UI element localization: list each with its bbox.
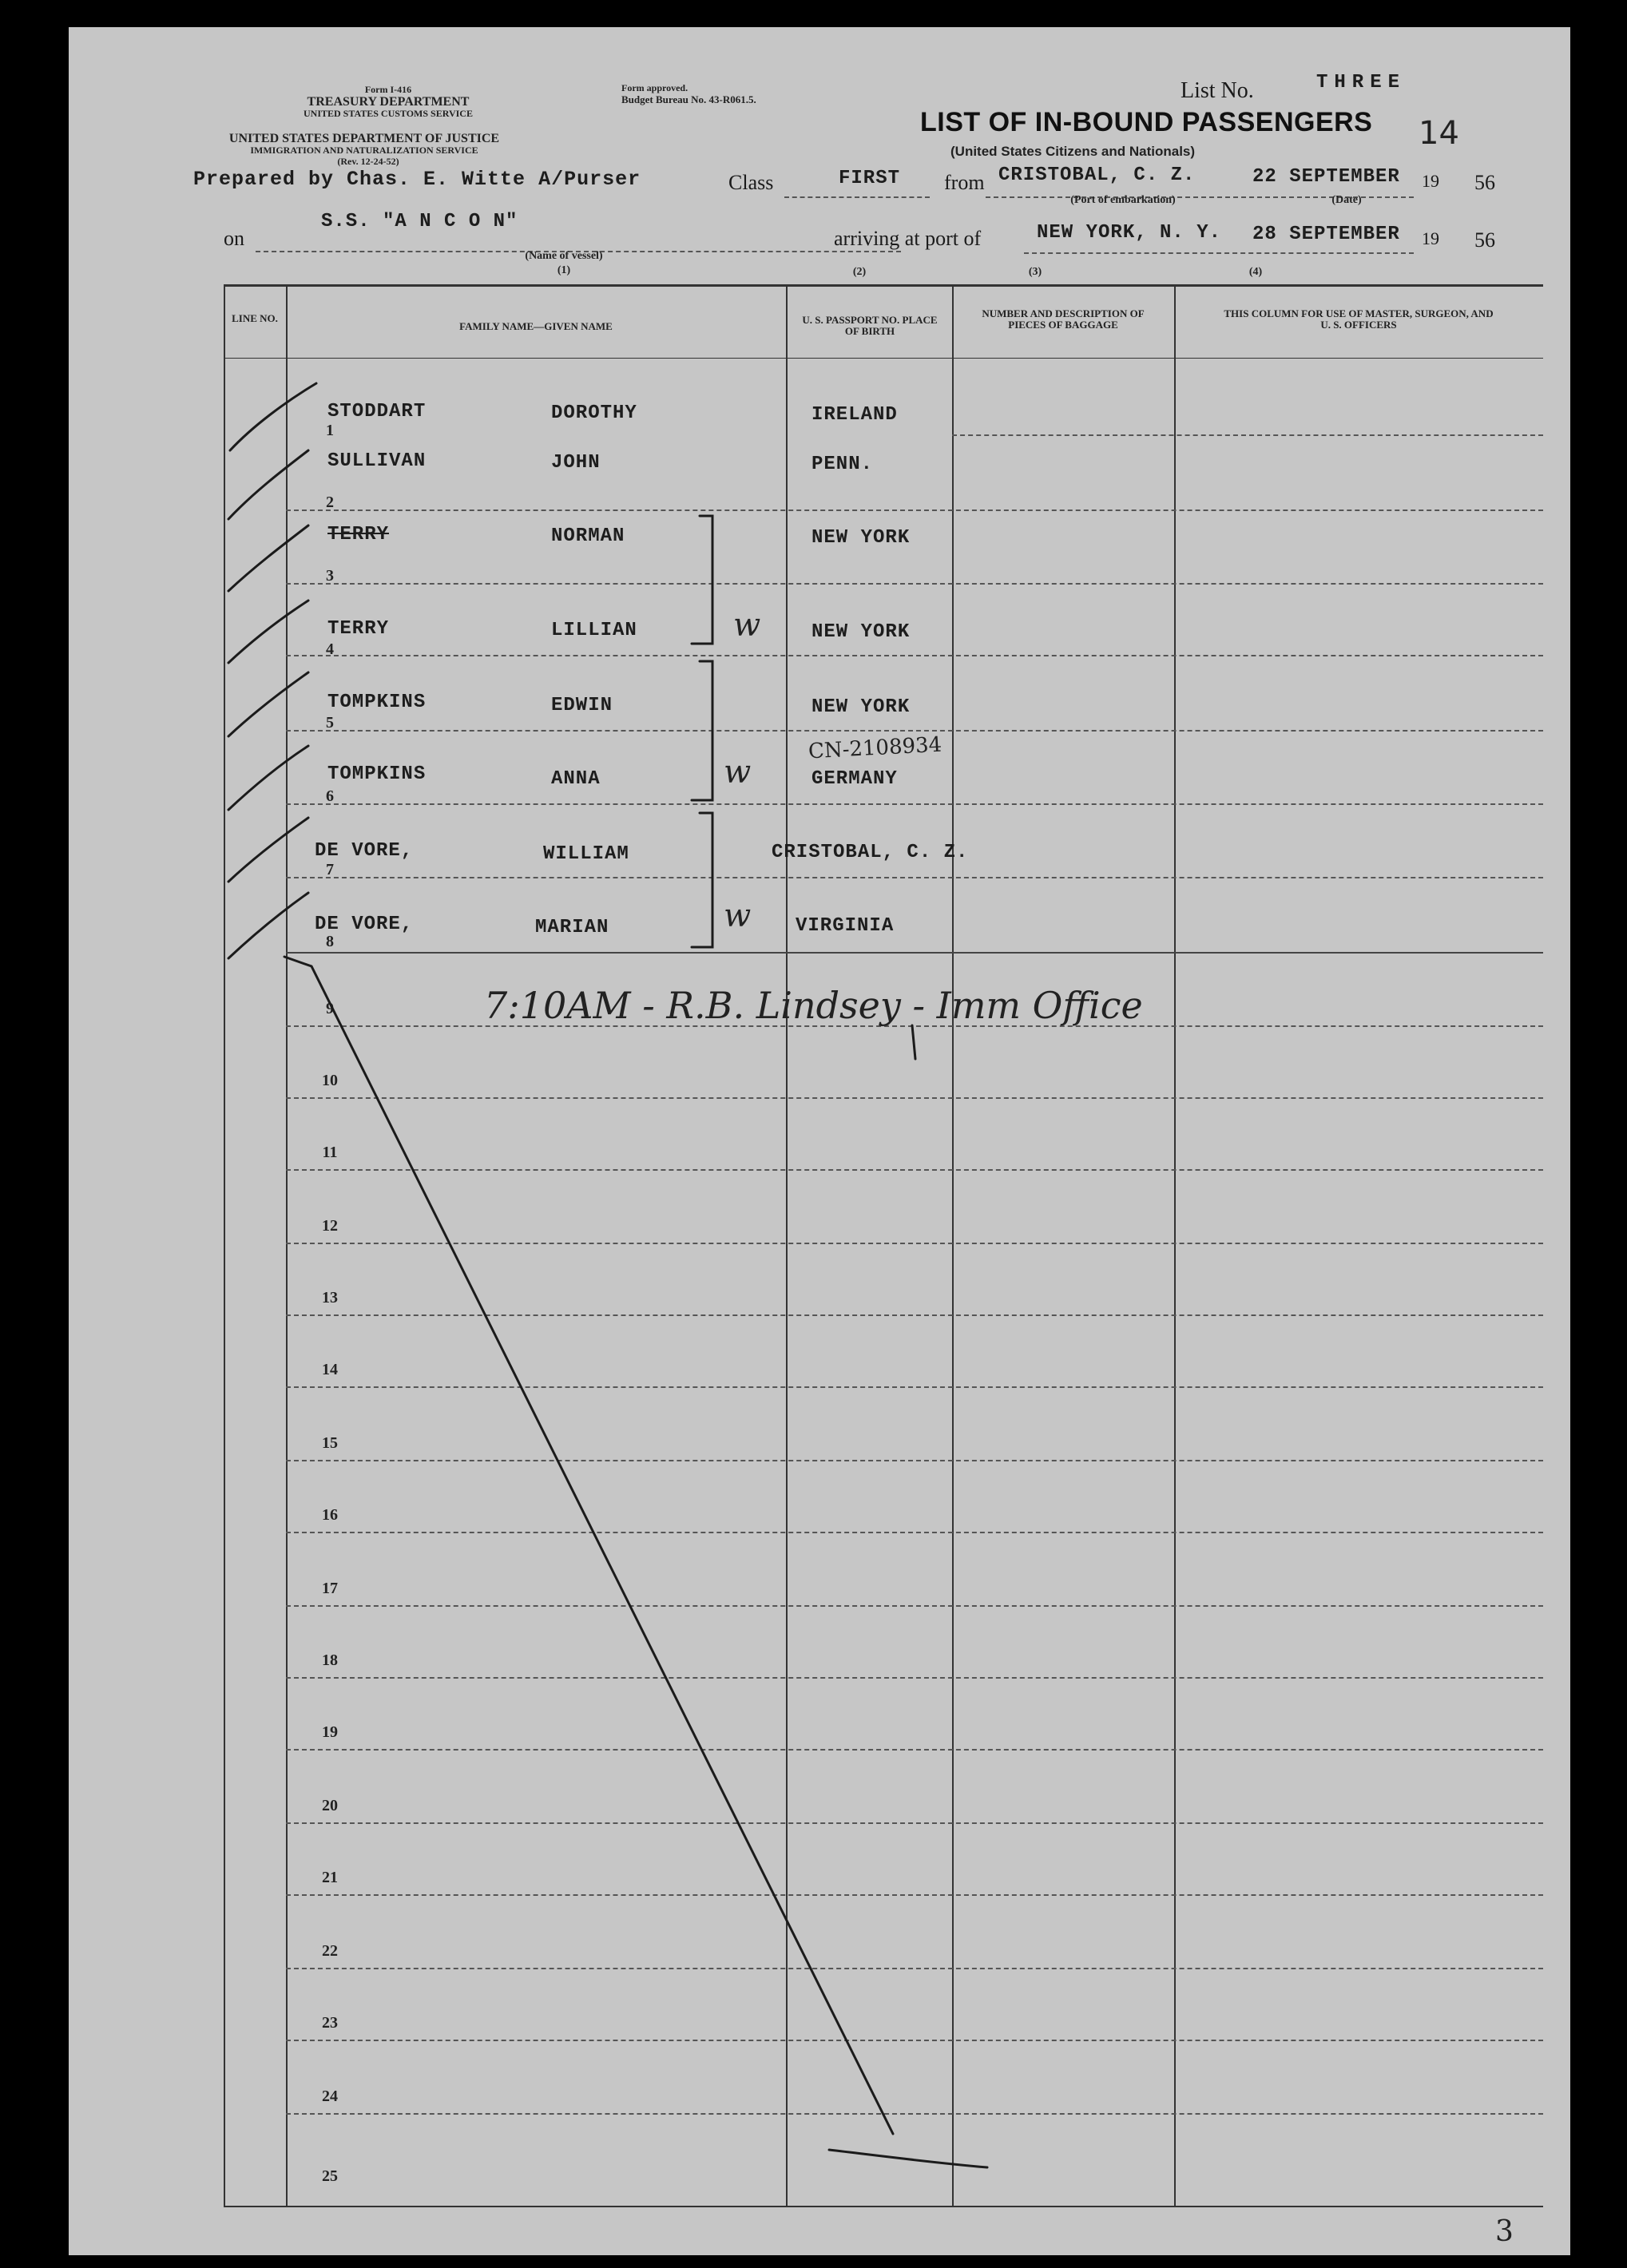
family-name: TOMPKINS — [327, 692, 427, 713]
family-name: TERRY — [327, 618, 390, 640]
pen-marks — [69, 27, 1570, 2255]
family-name: DE VORE, — [315, 840, 414, 862]
header-name: FAMILY NAME—GIVEN NAME — [459, 320, 613, 332]
form-number: Form I-416 — [364, 84, 412, 95]
on-label: on — [224, 227, 244, 250]
line-number: 24 — [322, 2088, 338, 2105]
family-name: DE VORE, — [315, 914, 414, 935]
form-page — [69, 27, 1570, 2255]
cancel-line-icon — [829, 2150, 987, 2167]
line-number: 23 — [322, 2014, 338, 2032]
col-ref-4: (4) — [1248, 266, 1263, 278]
given-name: NORMAN — [551, 525, 625, 547]
line-number: 8 — [326, 933, 334, 950]
handwritten-annotation: 7:10AM - R.B. Lindsey - Imm Office — [484, 984, 1143, 1027]
line-number: 21 — [322, 1869, 338, 1886]
budget-bureau-number: Budget Bureau No. 43-R061.5. — [621, 93, 756, 105]
date-caption: (Date) — [1331, 194, 1362, 206]
place-of-birth: GERMANY — [812, 768, 898, 790]
wife-mark: w — [724, 754, 752, 791]
page-title: LIST OF IN-BOUND PASSENGERS — [920, 107, 1373, 137]
family-name: TOMPKINS — [327, 763, 427, 785]
line-number: 25 — [322, 2167, 338, 2185]
bracket-icon — [692, 813, 712, 947]
passport-number: CN-2108934 — [808, 732, 942, 764]
line-number: 3 — [326, 567, 334, 585]
list-no-label: List No. — [1181, 78, 1254, 103]
line-number: 6 — [326, 787, 334, 805]
ins-name: IMMIGRATION AND NATURALIZATION SERVICE — [250, 145, 478, 156]
check-mark-icon — [230, 383, 316, 450]
from-value: CRISTOBAL, C. Z. — [998, 165, 1196, 186]
departure-year-prefix: 19 — [1422, 171, 1439, 191]
page-subtitle: (United States Citizens and Nationals) — [950, 144, 1196, 159]
vessel-name: S.S. "A N C O N" — [321, 211, 518, 232]
arriving-label: arriving at port of — [834, 227, 982, 250]
place-of-birth: NEW YORK — [812, 696, 911, 718]
line-number: 13 — [322, 1289, 338, 1306]
annotation-tail-icon — [912, 1025, 915, 1059]
header-line-no: LINE NO. — [232, 312, 278, 324]
header-baggage: NUMBER AND DESCRIPTION OF PIECES OF BAGGAGE — [982, 307, 1145, 331]
line-number: 17 — [322, 1580, 338, 1597]
line-number: 5 — [326, 714, 334, 732]
vessel-caption: (Name of vessel) — [525, 250, 603, 262]
check-mark-icon — [228, 450, 308, 519]
given-name: JOHN — [551, 452, 601, 474]
given-name: MARIAN — [535, 917, 609, 938]
port-embarkation-caption: (Port of embarkation) — [1070, 194, 1176, 206]
given-name: DOROTHY — [551, 402, 637, 424]
header-passport: U. S. PASSPORT NO. PLACE OF BIRTH — [802, 314, 938, 337]
form-revision: (Rev. 12-24-52) — [337, 156, 399, 167]
line-number: 18 — [322, 1651, 338, 1669]
place-of-birth: PENN. — [812, 454, 874, 475]
bracket-icon — [692, 661, 712, 800]
given-name: LILLIAN — [551, 620, 637, 641]
check-mark-icon — [228, 601, 308, 663]
check-mark-icon — [228, 525, 308, 591]
justice-department: UNITED STATES DEPARTMENT OF JUSTICE — [228, 132, 500, 145]
line-number: 19 — [322, 1723, 338, 1741]
place-of-birth: VIRGINIA — [796, 915, 895, 937]
line-number: 12 — [322, 1217, 338, 1235]
col-ref-2: (2) — [852, 266, 867, 278]
bracket-icon — [692, 516, 712, 644]
col-ref-3: (3) — [1028, 266, 1042, 278]
cancel-line-icon — [284, 957, 893, 2134]
customs-service: UNITED STATES CUSTOMS SERVICE — [304, 108, 473, 119]
family-name: STODDART — [327, 401, 427, 422]
line-number: 14 — [322, 1361, 338, 1378]
line-number: 22 — [322, 1942, 338, 1960]
line-number: 4 — [326, 640, 334, 658]
line-number: 1 — [326, 422, 334, 439]
family-name: TERRY — [327, 524, 390, 545]
check-mark-icon — [228, 893, 308, 958]
wife-mark: w — [724, 898, 752, 934]
arrival-port: NEW YORK, N. Y. — [1037, 222, 1222, 244]
check-mark-icon — [228, 672, 308, 736]
col-ref-1: (1) — [557, 264, 571, 276]
check-mark-icon — [228, 746, 308, 810]
arrival-date: 28 SEPTEMBER — [1252, 224, 1400, 245]
given-name: WILLIAM — [543, 843, 629, 865]
given-name: EDWIN — [551, 695, 613, 716]
line-number: 7 — [326, 861, 334, 878]
treasury-department: TREASURY DEPARTMENT — [307, 95, 470, 109]
form-approved: Form approved. — [621, 82, 688, 93]
line-number: 15 — [322, 1434, 338, 1452]
line-number: 10 — [322, 1072, 338, 1089]
sheet-number: 14 — [1419, 115, 1459, 152]
prepared-by: Prepared by Chas. E. Witte A/Purser — [193, 168, 641, 191]
line-number: 9 — [326, 1000, 334, 1017]
line-number: 16 — [322, 1506, 338, 1524]
wife-mark: w — [733, 607, 761, 644]
family-name: SULLIVAN — [327, 450, 427, 472]
line-number: 20 — [322, 1797, 338, 1814]
line-number: 11 — [322, 1144, 338, 1161]
header-officers: THIS COLUMN FOR USE OF MASTER, SURGEON, AND U. S. OFFICERS — [1224, 307, 1494, 331]
place-of-birth: NEW YORK — [812, 527, 911, 549]
arrival-year-prefix: 19 — [1422, 228, 1439, 248]
departure-date: 22 SEPTEMBER — [1252, 166, 1400, 188]
arrival-year: 56 — [1474, 228, 1495, 252]
departure-year: 56 — [1474, 171, 1495, 194]
from-label: from — [944, 171, 985, 194]
page-mark: 3 — [1495, 2215, 1514, 2248]
list-no-value: THREE — [1316, 72, 1407, 93]
class-label: Class — [728, 171, 774, 194]
place-of-birth: IRELAND — [812, 404, 898, 426]
place-of-birth: CRISTOBAL, C. Z. — [772, 842, 969, 863]
given-name: ANNA — [551, 768, 601, 790]
class-value: FIRST — [839, 168, 901, 189]
place-of-birth: NEW YORK — [812, 621, 911, 643]
check-mark-icon — [228, 818, 308, 882]
line-number: 2 — [326, 494, 334, 511]
